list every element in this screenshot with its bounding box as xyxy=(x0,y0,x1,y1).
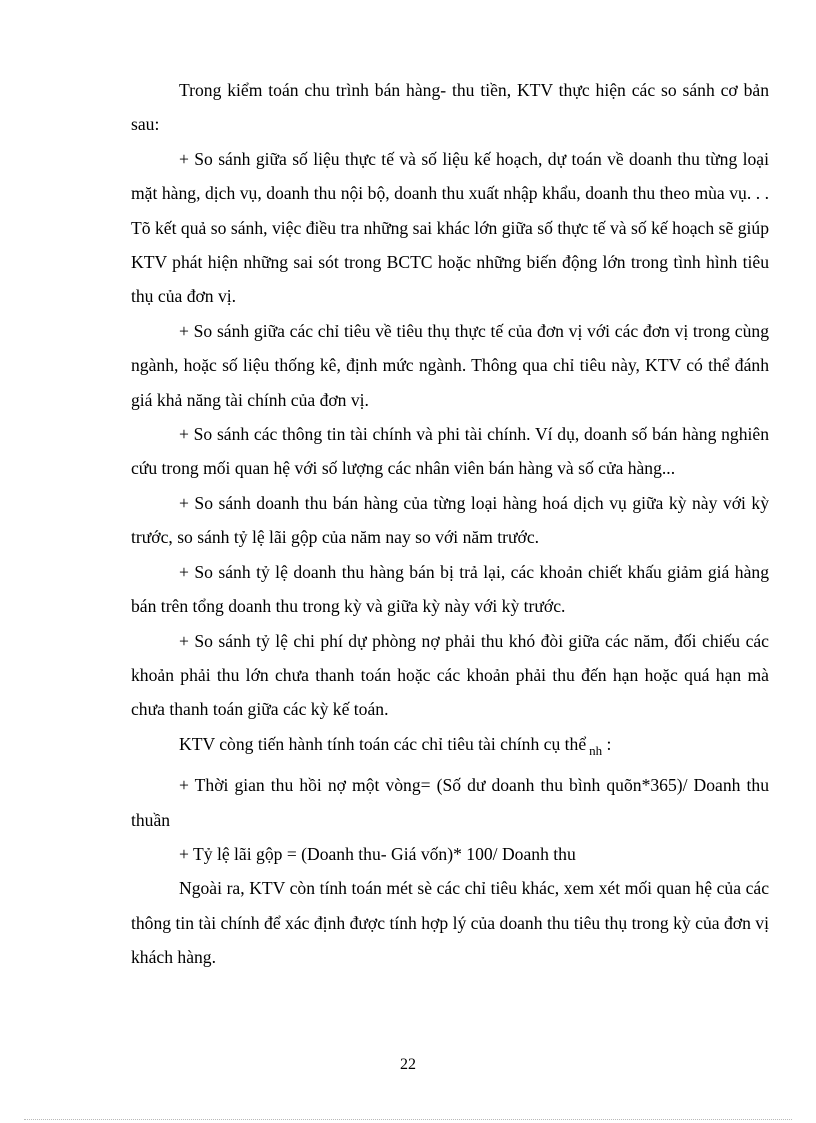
document-body xyxy=(131,73,769,975)
page-number: 22 xyxy=(400,1056,416,1073)
comparison-item-nonfinancial: + So sánh các thông tin tài chính và phi tài chính. Ví dụ, doanh số bán hàng nghiên cứu trong mối quan hệ với số lượng các nhân viên bán hàng và số cửa hàng... xyxy=(131,424,769,479)
intro-paragraph: Trong kiểm toán chu trình bán hàng- thu tiền, KTV thực hiện các so sánh cơ bản sau: xyxy=(131,80,769,135)
comparison-item-provisions: + So sánh tỷ lệ chi phí dự phòng nợ phải thu khó đòi giữa các năm, đối chiếu các khoản phải thu lớn chưa thanh toán hoặc các khoản phải thu đến hạn hoặc quá hạn mà chưa thanh toán giữa các kỳ kế toán. xyxy=(131,630,769,720)
page-bottom-border xyxy=(24,1119,792,1120)
calc-intro-subscript: nh xyxy=(589,742,603,758)
formula-gross-margin: + Tỷ lệ lãi gộp = (Doanh thu- Giá vốn)* 100/ Doanh thu xyxy=(179,843,576,864)
comparison-item-returns: + So sánh tỷ lệ doanh thu hàng bán bị trả lại, các khoản chiết khấu giảm giá hàng bán trên tổng doanh thu trong kỳ và giữa kỳ này với kỳ trước. xyxy=(131,561,769,617)
calc-intro-end: : xyxy=(602,733,612,754)
comparison-item-industry: + So sánh giữa các chỉ tiêu về tiêu thụ thực tế của đơn vị với các đơn vị trong cùng ngành, hoặc số liệu thống kê, định mức ngành. Thông qua chỉ tiêu này, KTV có thể đánh giá khả năng tài chính của đơn vị. xyxy=(131,320,769,410)
closing-paragraph: Ngoài ra, KTV còn tính toán mét sè các chỉ tiêu khác, xem xét mối quan hệ của các thông tin tài chính để xác định được tính hợp lý của doanh thu tiêu thụ trong kỳ của đơn vị khách hàng. xyxy=(131,878,769,968)
comparison-item-period: + So sánh doanh thu bán hàng của từng loại hàng hoá dịch vụ giữa kỳ này với kỳ trước, so sánh tỷ lệ lãi gộp của năm nay so với năm trước. xyxy=(131,492,769,548)
calc-intro-paragraph xyxy=(131,727,769,768)
formula-collection-period: + Thời gian thu hồi nợ một vòng= (Số dư doanh thu bình quõn*365)/ Doanh thu thuần xyxy=(131,775,769,830)
calc-intro-text: KTV còng tiến hành tính toán các chỉ tiêu tài chính cụ thể xyxy=(179,733,587,754)
comparison-item-plan: + So sánh giữa số liệu thực tế và số liệu kế hoạch, dự toán về doanh thu từng loại mặt hàng, dịch vụ, doanh thu nội bộ, doanh thu xuất nhập khẩu, doanh thu theo mùa vụ. . . Tõ kết quả so sánh, việc điều tra những sai khác lớn giữa số thực tế và số kế hoạch sẽ giúp KTV phát hiện những sai sót trong BCTC hoặc những biến động lớn trong tình hình tiêu thụ của đơn vị. xyxy=(131,148,769,307)
